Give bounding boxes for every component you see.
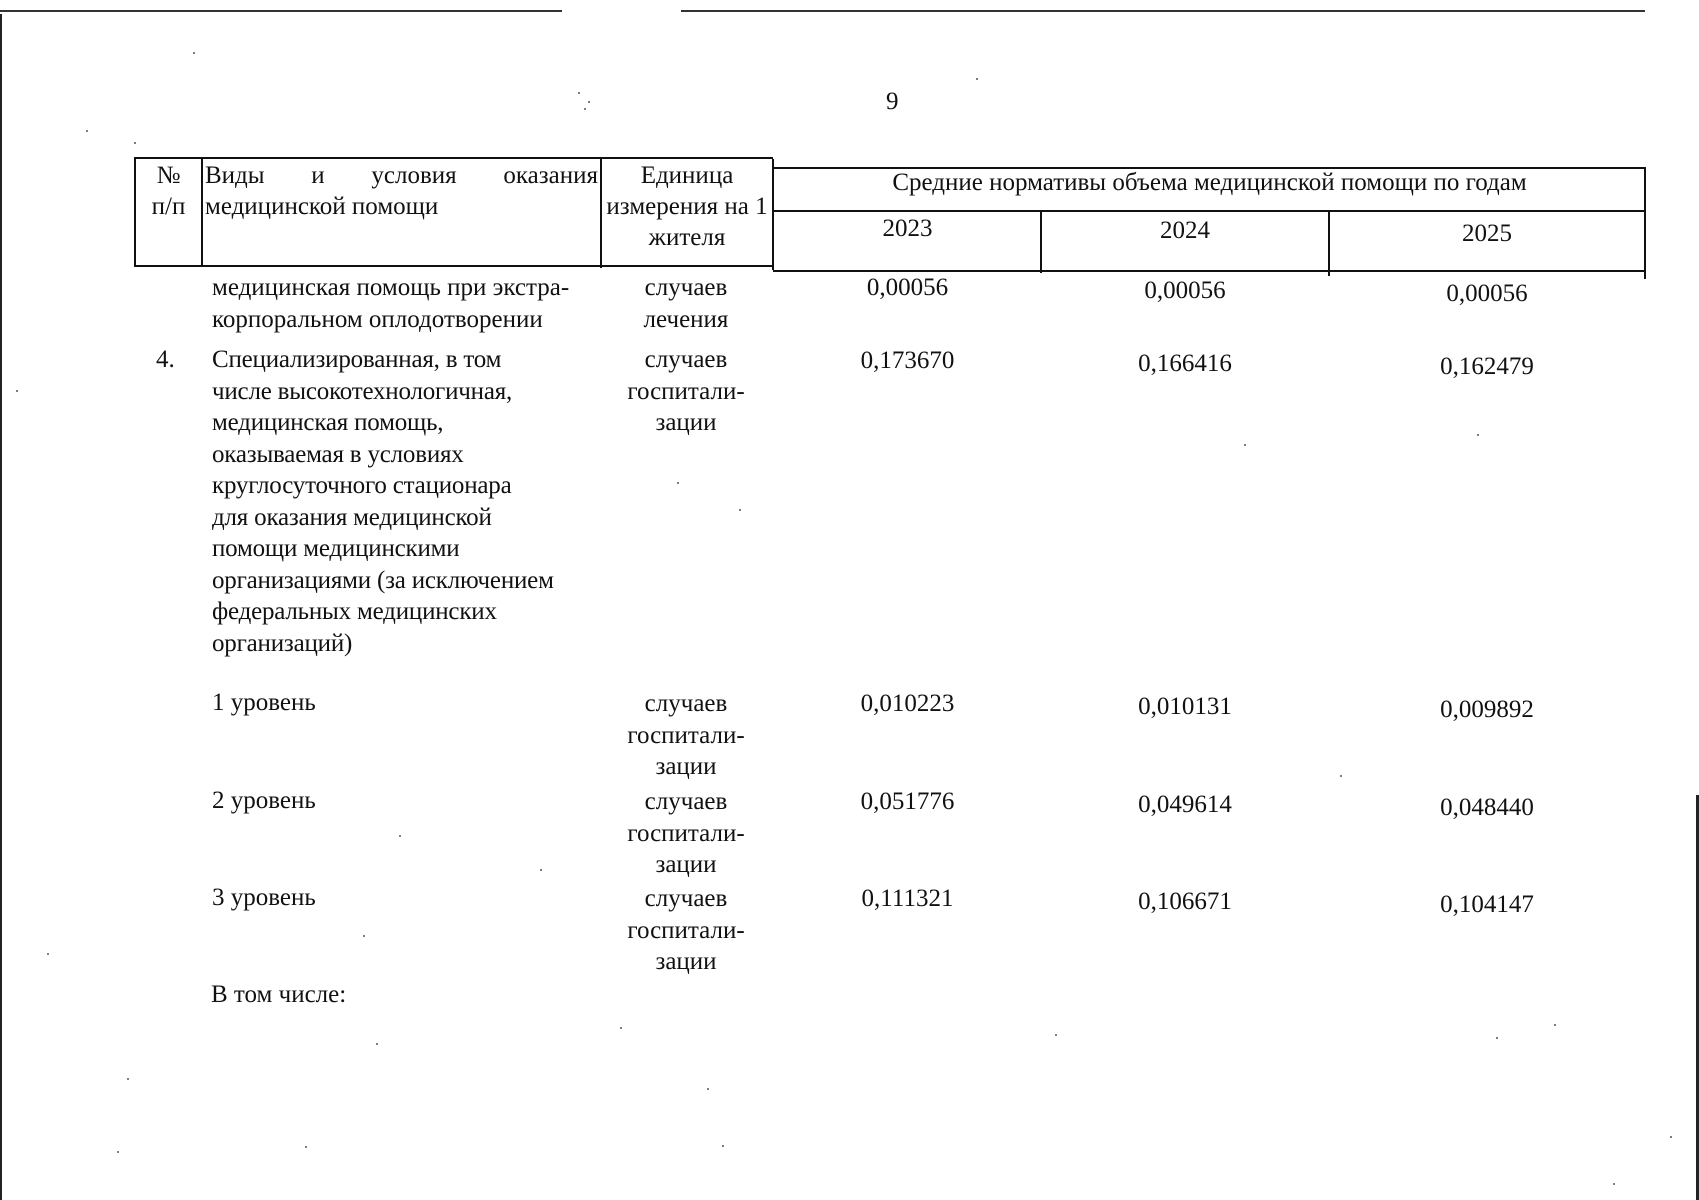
header-col-divider xyxy=(600,157,602,268)
header-num-label: № п/п xyxy=(151,162,186,220)
type-line: оказываемая в условиях xyxy=(212,440,464,468)
header-year-2024: 2024 xyxy=(1160,217,1210,244)
value-2023: 0,111321 xyxy=(861,885,954,912)
value-2023: 0,010223 xyxy=(860,690,955,717)
value-2025: 0,00056 xyxy=(1446,280,1528,307)
type-line: для оказания медицинской xyxy=(212,503,492,531)
row-type xyxy=(212,882,602,914)
row-unit xyxy=(604,344,768,439)
value-2024: 0,010131 xyxy=(1138,693,1232,720)
unit-line: зации xyxy=(655,753,717,780)
header-col-divider xyxy=(772,159,774,270)
row-unit xyxy=(604,272,768,335)
unit-line: случаев xyxy=(644,274,728,301)
unit-line: случаев xyxy=(644,346,728,373)
value-2023: 0,00056 xyxy=(866,274,949,301)
header-num xyxy=(136,160,201,222)
value-2025: 0,048440 xyxy=(1440,794,1534,821)
value-2025: 0,162479 xyxy=(1440,353,1534,380)
header-unit: Единица измерения на 1 жителя xyxy=(606,162,768,251)
years-divider xyxy=(773,210,1646,212)
unit-line: госпитали- xyxy=(627,819,745,847)
type-line: помощи медицинскими xyxy=(212,535,460,562)
unit-line: госпитали- xyxy=(627,721,745,749)
scan-edge-left xyxy=(0,14,2,1200)
value-2024: 0,166416 xyxy=(1138,350,1232,377)
unit-line: госпитали- xyxy=(627,916,745,944)
header-bottom-border xyxy=(134,265,773,267)
unit-line: зации xyxy=(655,948,717,975)
value-2024: 0,049614 xyxy=(1138,791,1232,818)
type-line: Специализированная, в том xyxy=(212,346,502,373)
row-type xyxy=(212,687,602,719)
scan-edge-top xyxy=(681,10,1645,12)
type-line: числе высокотехнологичная, xyxy=(212,377,513,405)
scan-edge-top xyxy=(0,10,562,12)
type-line: корпоральном оплодотворении xyxy=(212,305,543,333)
type-line: 2 уровень xyxy=(212,787,316,814)
header-top-border xyxy=(134,157,773,159)
header-right-border xyxy=(1644,167,1646,279)
section-note: В том числе: xyxy=(211,981,347,1008)
type-line: федеральных медицинских xyxy=(212,598,497,625)
unit-line: зации xyxy=(655,851,717,878)
unit-line: случаев xyxy=(644,885,728,912)
type-line: 1 уровень xyxy=(212,689,316,716)
value-2023: 0,173670 xyxy=(860,347,955,374)
unit-line: госпитали- xyxy=(627,377,745,405)
header-col-divider xyxy=(201,157,203,267)
header-year-2023: 2023 xyxy=(882,215,933,242)
type-line: 3 уровень xyxy=(212,884,316,911)
row-unit xyxy=(604,688,768,783)
row-num: 4. xyxy=(156,346,175,373)
unit-line: случаев xyxy=(644,788,728,815)
row-type xyxy=(212,272,602,335)
row-unit xyxy=(604,786,768,881)
type-line: медицинская помощь, xyxy=(212,409,444,436)
value-2024: 0,106671 xyxy=(1138,888,1232,915)
value-2025: 0,009892 xyxy=(1440,696,1534,723)
value-2025: 0,104147 xyxy=(1440,891,1534,918)
row-type xyxy=(212,344,602,659)
value-2023: 0,051776 xyxy=(860,788,955,815)
row-type xyxy=(212,785,602,817)
header-year-2025: 2025 xyxy=(1462,220,1512,247)
unit-line: лечения xyxy=(643,305,729,333)
header-type: Виды и условия оказания медицинской помощи xyxy=(205,162,598,220)
type-line: круглосуточного стационара xyxy=(212,472,512,499)
unit-line: зации xyxy=(655,409,717,436)
type-line: организациями (за исключением xyxy=(212,566,554,594)
unit-line: случаев xyxy=(644,690,728,717)
header-norms: Средние нормативы объема медицинской помощи по годам xyxy=(892,169,1527,196)
type-line: организаций) xyxy=(212,629,353,657)
type-line: медицинская помощь при экстра- xyxy=(212,274,570,301)
page-number: 9 xyxy=(886,88,899,115)
value-2024: 0,00056 xyxy=(1144,277,1226,304)
row-unit xyxy=(604,883,768,978)
